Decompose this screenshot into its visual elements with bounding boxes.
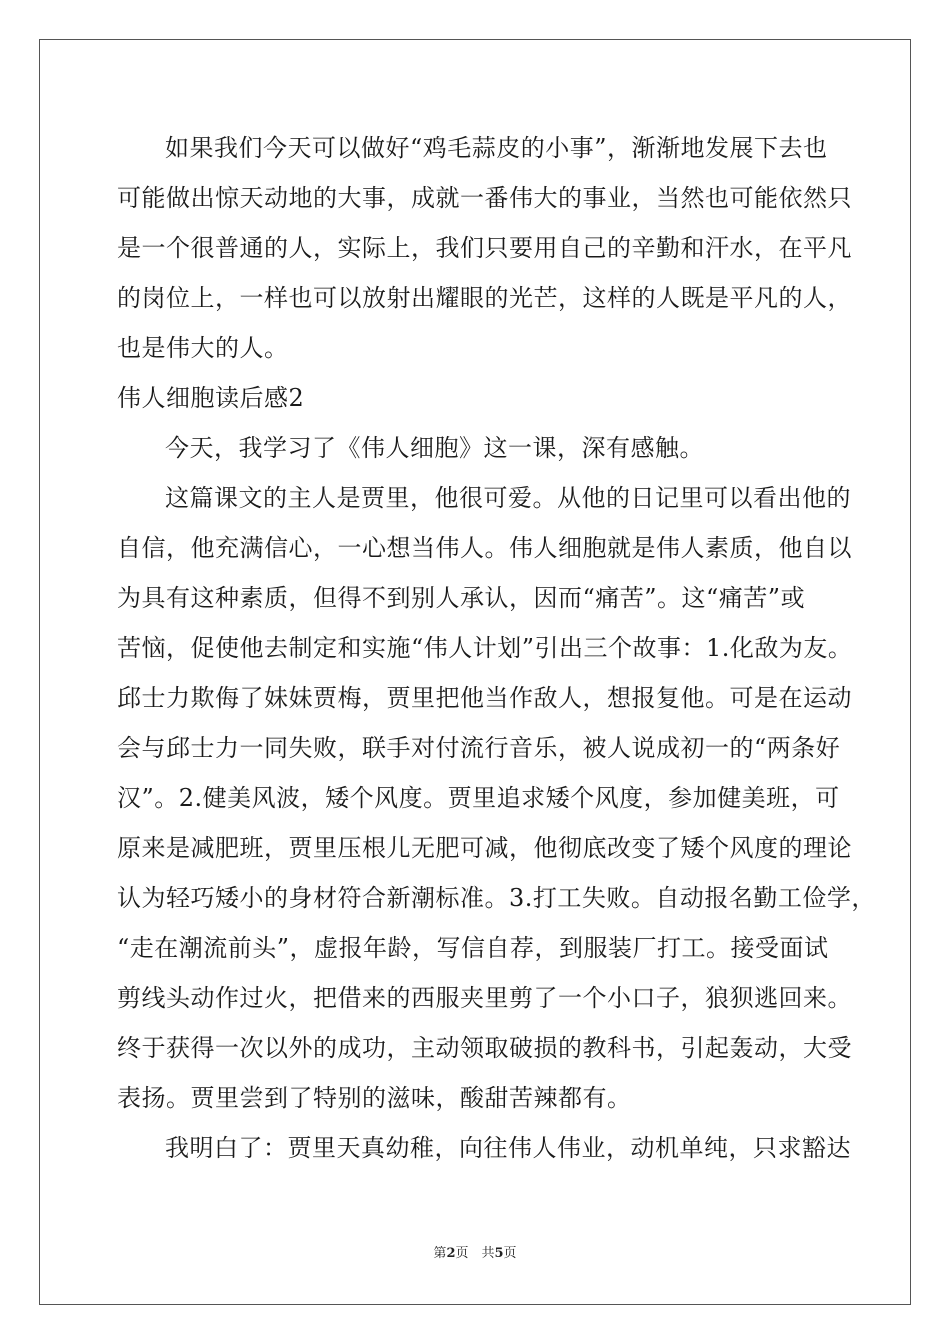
paragraph-line: 为具有这种素质，但得不到别人承认，因而“痛苦”。这“痛苦”或 <box>117 584 806 612</box>
paragraph-line: 认为轻巧矮小的身材符合新潮标准。3.打工失败。自动报名勤工俭学， <box>117 884 876 912</box>
footer-prefix: 第 <box>433 1246 447 1261</box>
paragraph-line: 剪线头动作过火，把借来的西服夹里剪了一个小口子，狼狈逃回来。 <box>117 984 852 1012</box>
section-heading: 伟人细胞读后感2 <box>117 384 305 412</box>
paragraph-line: 表扬。贾里尝到了特别的滋味，酸甜苦辣都有。 <box>117 1084 632 1112</box>
paragraph-line: 会与邱士力一同失败，联手对付流行音乐，被人说成初一的“两条好 <box>117 734 841 762</box>
paragraph-line: 也是伟大的人。 <box>117 334 289 362</box>
footer-suffix: 页 <box>503 1246 517 1261</box>
paragraph-line: 邱士力欺侮了妹妹贾梅，贾里把他当作敌人，想报复他。可是在运动 <box>117 684 852 712</box>
paragraph-line: “走在潮流前头”，虚报年龄，写信自荐，到服装厂打工。接受面试 <box>117 934 829 962</box>
paragraph-line: 终于获得一次以外的成功，主动领取破损的教科书，引起轰动，大受 <box>117 1034 852 1062</box>
paragraph-line: 我明白了：贾里天真幼稚，向往伟人伟业，动机单纯，只求豁达 <box>165 1134 851 1162</box>
total-page-number: 5 <box>494 1246 504 1261</box>
footer-mid: 页 共 <box>455 1246 495 1261</box>
paragraph-line: 今天，我学习了《伟人细胞》这一课，深有感触。 <box>165 434 704 462</box>
paragraph-line: 原来是减肥班，贾里压根儿无肥可减，他彻底改变了矮个风度的理论 <box>117 834 852 862</box>
current-page-number: 2 <box>446 1246 456 1261</box>
paragraph-line: 如果我们今天可以做好“鸡毛蒜皮的小事”，渐渐地发展下去也 <box>165 134 828 162</box>
paragraph-line: 的岗位上，一样也可以放射出耀眼的光芒，这样的人既是平凡的人， <box>117 284 852 312</box>
paragraph-line: 可能做出惊天动地的大事，成就一番伟大的事业，当然也可能依然只 <box>117 184 852 212</box>
paragraph-line: 是一个很普通的人，实际上，我们只要用自己的辛勤和汗水，在平凡 <box>117 234 852 262</box>
paragraph-line: 自信，他充满信心，一心想当伟人。伟人细胞就是伟人素质，他自以 <box>117 534 852 562</box>
paragraph-line: 苦恼，促使他去制定和实施“伟人计划”引出三个故事：1.化敌为友。 <box>117 634 853 662</box>
page-footer <box>0 1244 950 1264</box>
paragraph-line: 这篇课文的主人是贾里，他很可爱。从他的日记里可以看出他的 <box>165 484 851 512</box>
paragraph-line: 汉”。2.健美风波，矮个风度。贾里追求矮个风度，参加健美班，可 <box>117 784 840 812</box>
